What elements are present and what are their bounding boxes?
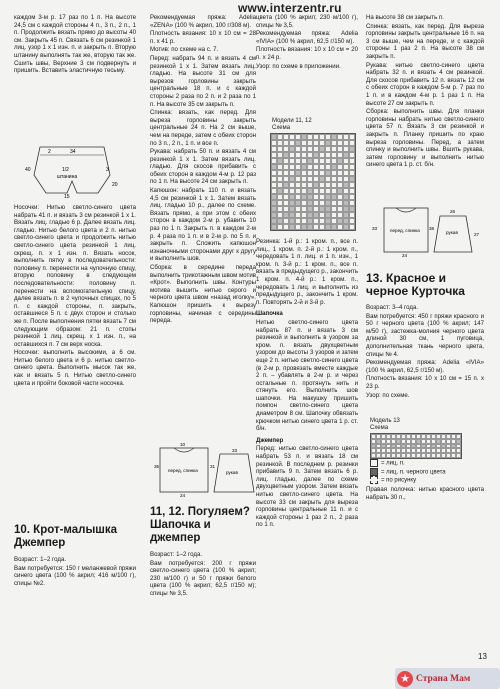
jumper-heading: Джемпер (256, 436, 284, 444)
jumper-label-n5: 27 (474, 232, 480, 237)
pants-label-h: 40 (25, 167, 31, 173)
socks-instructions-2: Носочки: выполнить высокими, а 6 см. Нитью белого цвета и 6 р. нитью светло-синего цвета. Выполнить мысок так же, как и вязать 5 п. Нитью светло-синего цвета и пройти боковой части носочка. (14, 349, 136, 387)
jumper-pattern-diagram (370, 200, 482, 258)
sweater-label-n4: 35 (154, 464, 160, 469)
hat-instructions: Нитью светло-синего цвета набрать 87 п. и вязать 3 см резинкой и выполнить в узором за кром. п. вязать двухцветным узором до высоты 3 узоров и затем еще 2 п. нитью светло-синего цвета (в 2-м р. провязать вместе каждые 2 п. – убавлять в 2-м р. и через остальные п. протянуть нить и стянуть его. Выполнить шов шапочки. На макушку пришить помпон светло-синего цвета диаметром 8 см. Шапочку обвязать крючком нитью синего цвета 1 р. ст. б/н. (256, 318, 358, 433)
pattern-11: Узор: по схеме в приложении. (256, 62, 341, 70)
hat-heading: Шапочка (256, 310, 283, 318)
jumper-label-n3: 38 (429, 226, 435, 231)
sweater-label-n2: 24 (180, 493, 186, 498)
scheme-legend (370, 459, 446, 485)
right-front-13: Правая полочка: нитью красного цвета набрать 30 п., (366, 486, 484, 501)
gauge-10: Плотность вязания: 10 х 10 см = 28 п. х 41 р. (150, 30, 256, 45)
section-title-13: 13. Красное и черное Курточка (366, 271, 465, 298)
pants-pattern-diagram (22, 141, 122, 199)
sleeves-12: Рукава: нитью светло-синего цвета набрать 32 п. и вязать 4 см резинкой. Для скосов прибавить 12 п. вязать 12 см с обеих сторон в каждом 5-м р. 7 раз по 1 п. и в каждом 4-м р. 1 раз 1 п. На высоте 27 см закрыть п. (366, 61, 484, 107)
sweater-label-sleeve: рукав (226, 470, 238, 475)
column-2-bottom (150, 502, 256, 599)
gauge-11: Плотность вязания: 10 х 10 см = 20 п. х 24 р. (256, 46, 358, 61)
column-3-middle (256, 238, 358, 530)
sweater-label-n5: 33 (232, 448, 238, 453)
pants-label-top: 2 (48, 149, 51, 155)
pants-label-leg: штанина (57, 174, 78, 180)
age-11: Возраст: 1–2 года. (150, 551, 203, 558)
column-1-notes (14, 204, 136, 388)
jumper-label-sleeve: рукав (446, 230, 458, 235)
legend-item-black: = лиц. п. черного цвета (370, 468, 446, 477)
column-3 (256, 14, 358, 71)
pattern-13: Узор: по схеме. (366, 391, 410, 399)
site-url: www.interzentr.ru (238, 1, 342, 15)
page-number: 13 (478, 652, 487, 661)
legend-item-knit: = лиц. п. (370, 459, 446, 468)
pants-label-w: 34 (70, 149, 76, 155)
sweater-label-n1: 10 (180, 442, 186, 447)
column-2 (150, 14, 256, 326)
watermark-logo (395, 668, 500, 689)
front-end-12: На высоте 38 см закрыть п. (366, 14, 444, 21)
column-4-end (366, 486, 484, 502)
back-12: Спинка: вязать, как перед. Для выреза горловины закрыть центральные 16 п. на 3 см выше, чем на переде, и с каждой стороны 1 раз 2 п. На высоте 38 см закрыть п. (366, 22, 484, 60)
legend-item-pattern: = по рисунку (370, 476, 446, 485)
assembly-12: Сборка: выполнить швы. Для планки горловины набрать нитью светло-синего цвета 57 п. Вязать 3 см резинкой и закрыть п. Планку пришить по краю выреза горловины. Перед, а затем спинку и выполнить швы. Вшить рукава, затем горловину и выполнить нитью синего цвета 1 р. ст. б/н. (366, 108, 484, 169)
yarn-10: Рекомендуемая пряжа: Adelia «ZENA» (100 % акрил, 100 г/308 м). (150, 14, 256, 29)
star-icon: ★ (397, 671, 413, 687)
jumper-label-n4: 26 (450, 209, 456, 214)
column-4-bottom (366, 268, 484, 400)
section-title-10: 10. Крот-малышка Джемпер (14, 524, 118, 549)
chart-cell (349, 224, 355, 230)
column-1 (14, 14, 136, 76)
pants-instructions: каждом 3-м р. 17 раз по 1 п. На высоте 24,5 см с каждой стороны 4 п., 3 п., 2 п., 1 п. Продолжить вязать прямо до высоты 40 см. Закрыть 45 п. Связать 6 см резинкой 1 лиц. узор 1 х 1 изн. п. и закрыть п. Вторую штанину выполнять так же, вторую так же. Сшить швы, Верхние 3 см подвернуть и пришить. Вставить эластичную тесьму. (14, 14, 136, 75)
sweater-label-n3: 31 (210, 464, 216, 469)
rib-instructions: Резинка: 1-й р.: 1 кром. п., все п. лиц., 1 кром. п. 2-й р.: 1 кром. п., чередовать 1 п. лиц. и 1 п. изн., 1 кром. п. 3-й р.: 1 кром. п., все п. вязать в предыдущего р., закончить 1 кром. п. 4-й р.: 1 кром. п., чередовать 1 лиц. и выполнить из предыдущего р., закончить 1 кром. п. Повторять 2-й и 3-й р. (256, 238, 358, 306)
back-10: Спинка: вязать, как перед. Для выреза горловины закрыть центральные 24 п. На 2 см выше, чем на переде, затем с обеих сторон по 3 п., 2 п., 1 п. и все п. (150, 109, 256, 147)
hood-10: Капюшон: набрать 110 п. и вязать 4,5 см резинкой 1 х 1. Затем вязать лиц. гладью 10 р., далее по схеме. Вязать прямо, а при этом с обеих сторон в каждом 2-м р. убавить 10 раз по 1 п. Закрыть п. в каждом 2-м р. 4 раза по 1 п. и в 2-м р. по 5 п. и закрыть п. Сложить капюшон изнаночными сторонами друг к другу и выполнить шов. (150, 187, 256, 263)
yarn-rec-11: Рекомендуемая пряжа: Adelia «IVIA» (100 % акрил, 62,5 г/150 м). (256, 30, 358, 45)
materials-10: Вам потребуется: 150 г меланжевой пряжи синего цвета (100 % акрил; 416 м/100 г), спицы №2. (14, 564, 136, 587)
age-13: Возраст: 3–4 года. (366, 304, 419, 311)
pants-label-b: 15 (64, 194, 70, 199)
section-title-11-12: 11, 12. Погуляем? Шапочка и джемпер (150, 506, 250, 544)
sleeves-10: Рукава: набрать 50 п. и вязать 4 см резинкой 1 х 1. Затем вязать лиц. гладью. Для скосов прибавить с обеих сторон в каждом 4-м р. 12 раз по 1 п. На высоте 24 см закрыть п. (150, 148, 256, 186)
pants-label-knee: 3 (106, 167, 109, 173)
jumper-instructions: Перед: нитью светло-синего цвета набрать 53 п. и вязать 18 см резинкой. В последнем р. резинки прибавить 9 п. Затем вязать 6 р. лиц. гладью, далее по схеме двухцветным узором. Затем вязать нитью светло-синего цвета. На высоте 33 см закрыть для выреза горловины центральные 11 п. и с каждой стороны 1 раз 2 п., 2 раза по 1 п. (256, 445, 358, 529)
materials-11: Вам потребуется: 200 г пряжи светло-синего цвета (100 % акрил; 230 м/100 г) и 50 г пряжи белого цвета (100 % акрил; 62,5 г/150 м); спицы № 3,5. (150, 559, 256, 597)
jumper-label-body: перед, спинка (390, 228, 420, 233)
sweater-pattern-diagram (154, 440, 260, 498)
scheme-11-12-grid (270, 133, 356, 231)
assembly-10: Сборка: в середине переда выполнить трикотажным швом мотив «Крот». Выполнить швы. Контуры мотива вышить нитью серого и черного цвета швом «назад иголку». Капюшон пришить к вырезу горловины, начиная с середины переда. (150, 264, 256, 325)
chart-cell (456, 453, 461, 458)
age-10: Возраст: 1–2 года. (14, 556, 67, 563)
yarn-rec-13: Рекомендуемая пряжа: Adelia «IVIA» (100 % акрил, 62,5 г/150 м). (366, 359, 484, 374)
column-1-bottom (14, 520, 136, 588)
column-4 (366, 14, 484, 170)
socks-instructions: Носочки: Нитью светло-синего цвета набрать 41 п. и вязать 3 см резинкой 1 х 1. Вязать лиц. гладью 6 р. Далее вязать лиц. гладью. Нитью белого цвета и 2 п. нитью светло-синего цвета и продолжить нитью светло-синего цвета резинкой 1 лиц. скрещ. п. х 1 изн. п. Вязать носок, выполнить пятку в последовательности: половину п. перенести на чулочную спицу, вторую половину в следующем последовательности: половину п. перенести на вспомогательную спицу, далее вязать п. в 2 чулочных спицах, по 5 п. с каждой стороны, п. закрыть, оставшиеся 5 п. с двух сторон и столько же п. После выполнения пятки вязать 7 см следующим образом: 21 п. стопы резинкой 1 лиц. скрещ. х 1 изн. п., на оставшихся п. 7 см верх носка. (14, 204, 136, 348)
scheme-13-grid (370, 433, 462, 459)
motif-10: Мотив: по схеме на с. 7. (150, 46, 219, 54)
front-10: Перед: набрать 94 п. и вязать 4 см резинкой 1 х 1. Затем вязать лиц. гладью. На высоте 31 см для вырезов горловины закрыть центральные 18 п. и с каждой стороны 2 раза по 2 п. и 2 раза по 1 п. На высоте 35 см закрыть п. (150, 54, 256, 108)
pants-label-half: 1/2 (62, 167, 69, 173)
pants-label-s: 20 (112, 182, 118, 188)
yarn-11: цвета (100 % акрил; 230 м/100 г), спицы № 3,5. (256, 14, 358, 29)
materials-13: Вам потребуется: 450 г пряжи красного и 50 г черного цвета (100 % акрил; 147 м/50 г), застежка-молния черного цвета длиной 30 см, 1 пуговица, дополнительная ткань черного цвета, спицы № 4. (366, 312, 484, 358)
jumper-label-n1: 24 (402, 253, 408, 258)
sweater-label-body: перед, спинка (168, 468, 198, 473)
gauge-13: Плотность вязания: 10 х 10 см = 15 п. х 23 р. (366, 375, 484, 390)
watermark-text: Страна Мам (416, 673, 471, 684)
scheme-13-label: Модель 13 Схема (370, 418, 400, 431)
jumper-label-n2: 33 (372, 226, 378, 231)
scheme-11-12-label: Модели 11, 12 Схема (272, 118, 312, 131)
